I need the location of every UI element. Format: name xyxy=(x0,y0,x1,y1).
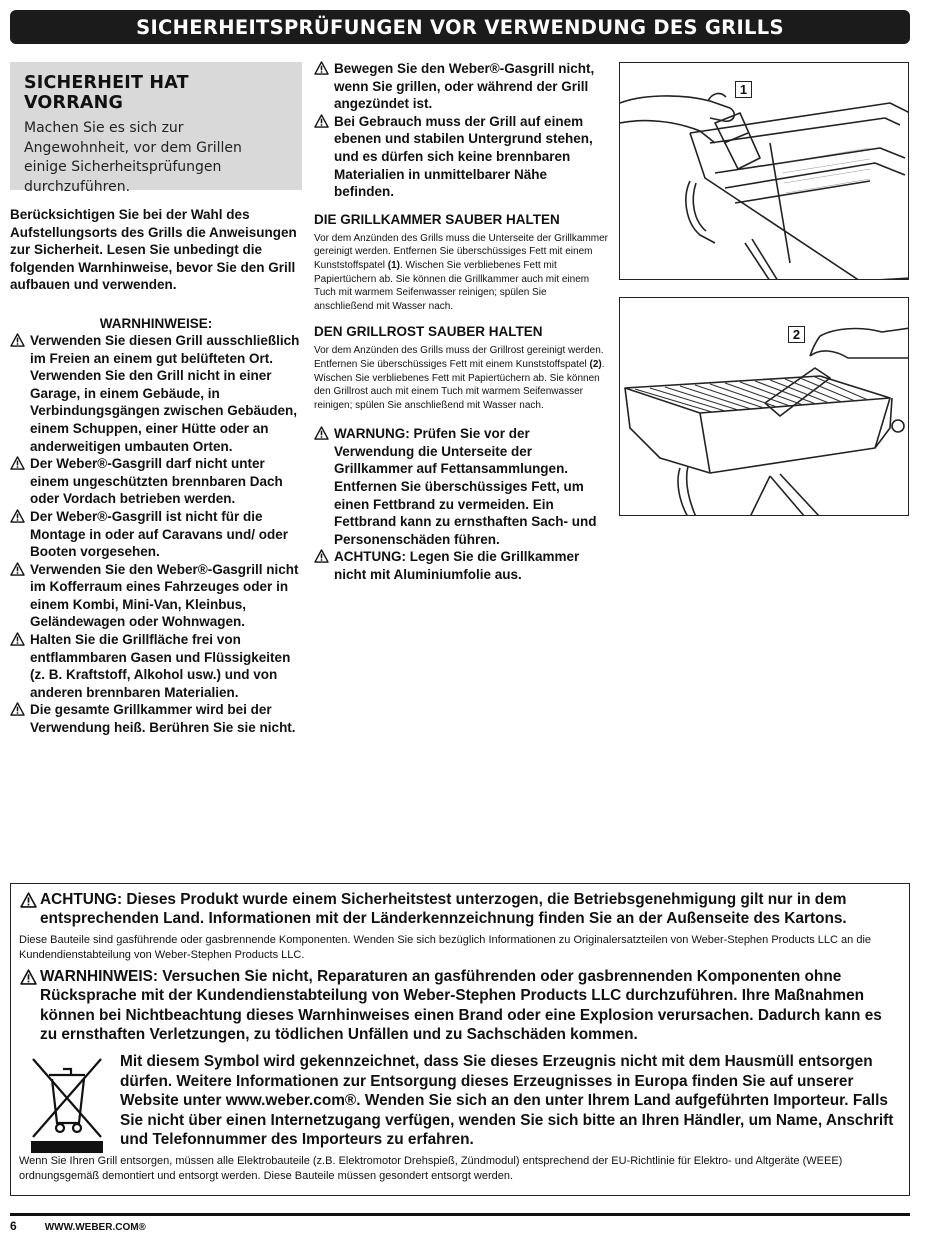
warning-triangle-icon xyxy=(10,333,25,347)
warnings-heading: WARNHINWEISE: xyxy=(99,315,213,331)
figure-number-badge: 2 xyxy=(788,326,805,343)
warning-triangle-icon xyxy=(314,61,329,75)
warning-item: Bewegen Sie den Weber®-Gasgrill nicht, wenn Sie grillen, oder während der Grill angezündet ist. xyxy=(314,60,608,113)
grill-chamber-illustration xyxy=(620,63,909,280)
page-number: 6 xyxy=(10,1219,17,1233)
footer-rule xyxy=(10,1213,910,1216)
warning-triangle-icon xyxy=(10,702,25,716)
warning-item: Bei Gebrauch muss der Grill auf einem ebenen und stabilen Untergrund stehen, und es dürfen sich keine brennbaren Materialien in unmittelbarer Nähe befinden. xyxy=(314,113,608,201)
warning-triangle-icon xyxy=(314,114,329,128)
warning-triangle-icon xyxy=(20,969,37,985)
chamber-section-heading: DIE GRILLKAMMER SAUBER HALTEN xyxy=(314,211,560,227)
safety-box-text: Machen Sie es sich zur Angewohnheit, vor dem Grillen einige Sicherheitsprüfungen durchzuführen. xyxy=(24,120,242,195)
warning-triangle-icon xyxy=(314,426,329,440)
warning-item: Der Weber®-Gasgrill darf nicht unter einem ungeschützten brennbaren Dach oder Vordach betrieben werden. xyxy=(10,455,302,508)
warning-triangle-icon xyxy=(10,509,25,523)
bottom-notice-box xyxy=(10,883,910,1196)
intro-paragraph: Berücksichtigen Sie bei der Wahl des Aufstellungsorts des Grills die Anweisungen zur Sicherheit. Lesen Sie unbedingt die folgenden Warnhinweise, bevor Sie den Grill aufbauen und verwenden. xyxy=(10,207,297,293)
grill-grate-illustration xyxy=(620,298,909,516)
repair-warning: WARNHINWEIS: Versuchen Sie nicht, Reparaturen an gasführenden oder gasbrennenden Komponenten ohne Rücksprache mit der Kundendienstabteilung von Weber-Stephen Products LLC durchzuführen. Ihre Maßnahmen können bei Nichtbeachtung dieses Warnhinweises einen Brand oder eine Explosion verursachen. Dadurch kann es zu ernsthaften Verletzungen, zu tödlichen Unfällen und zu Sachschäden kommen. xyxy=(19,967,901,1045)
crossed-out-bin-icon xyxy=(27,1053,107,1153)
figure-number-badge: 1 xyxy=(735,81,752,98)
page-banner xyxy=(10,10,910,44)
warning-item: Die gesamte Grillkammer wird bei der Verwendung heiß. Berühren Sie sie nicht. xyxy=(10,701,302,736)
warning-triangle-icon xyxy=(10,632,25,646)
safety-box-heading: SICHERHEIT HAT VORRANG xyxy=(24,73,189,113)
disposal-note: Wenn Sie Ihren Grill entsorgen, müssen alle Elektrobauteile (z.B. Elektromotor Drehspieß, Zündmodul) entsprechend der EU-Richtlinie für Elektro- und Altgeräte (WEEE) ordnungsgemäß demontiert und entsorgt werden. Diese Bauteile müssen gesondert entsorgt werden. xyxy=(19,1155,843,1183)
figure-clean-grate xyxy=(619,297,909,516)
chamber-section-text: Vor dem Anzünden des Grills muss die Unterseite der Grillkammer gereinigt werden. Entfernen Sie überschüssiges Fett mit einem Kunststoffspatel (1). Wischen Sie verbliebenes Fett mit Papiertüchern ab. Sie können die Grillkammer auch mit einem Tuch mit warmem Seifenwasser reinigen; spülen Sie anschließend mit Wasser nach. xyxy=(314,232,609,312)
grease-warnings-list xyxy=(314,425,608,583)
warning-item: Halten Sie die Grillfläche frei von entflammbaren Gasen und Flüssigkeiten (z. B. Kraftstoff, Alkohol usw.) und von anderen brennbaren Materialien. xyxy=(10,631,302,701)
warning-item: WARNUNG: Prüfen Sie vor der Verwendung die Unterseite der Grillkammer auf Fettansammlungen. Entfernen Sie überschüssiges Fett, um einen Fettbrand zu vermeiden. Ein Fettbrand kann zu ernsthaften Sach- und Personenschäden führen. xyxy=(314,425,608,548)
figure-clean-chamber xyxy=(619,62,909,280)
caution-notice: ACHTUNG: Dieses Produkt wurde einem Sicherheitstest unterzogen, die Betriebsgenehmigung gilt nur in dem entsprechenden Land. Informationen mit der Länderkennzeichnung finden Sie an der Außenseite des Kartons. xyxy=(19,890,901,929)
column-left xyxy=(10,62,302,737)
warnings-list xyxy=(10,332,302,737)
warning-triangle-icon xyxy=(10,562,25,576)
weee-text: Mit diesem Symbol wird gekennzeichnet, dass Sie dieses Erzeugnis nicht mit dem Hausmüll entsorgen dürfen. Weitere Informationen zur Entsorgung dieses Erzeugnisses in Europa finden Sie auf unserer Website unter www.weber.com®. Wenden Sie sich an den unter Ihrem Land aufgeführten Importeur. Falls Sie nicht über einen Internetzugang verfügen, wenden Sie sich bitte an Ihren Händler, um Name, Anschrift und Telefonnummer des Importeurs zu erfahren. xyxy=(120,1053,894,1149)
column-middle xyxy=(314,60,608,584)
banner-title: SICHERHEITSPRÜFUNGEN VOR VERWENDUNG DES GRILLS xyxy=(136,15,784,39)
warning-item: Verwenden Sie diesen Grill ausschließlich im Freien an einem gut belüfteten Ort. Verwenden Sie den Grill nicht in einer Garage, in einem Gebäude, in Verbindungsgängen zwischen Gebäuden, einem Schuppen, einer Hütte oder an anderweitigen umbauten Orten. xyxy=(10,332,302,455)
page-footer xyxy=(10,1219,146,1233)
footer-website: WWW.WEBER.COM® xyxy=(44,1222,146,1233)
grate-section-heading: DEN GRILLROST SAUBER HALTEN xyxy=(314,324,543,340)
parts-note: Diese Bauteile sind gasführende oder gasbrennende Komponenten. Wenden Sie sich bezüglich Informationen zu Originalersatzteilen von Weber-Stephen Products LLC an die Kundendienstabteilung von Weber-Stephen Products LLC. xyxy=(19,933,872,961)
warning-triangle-icon xyxy=(20,892,37,908)
grate-section-text: Vor dem Anzünden des Grills muss der Grillrost gereinigt werden. Entfernen Sie überschüssiges Fett mit einem Kunststoffspatel (2). Wischen Sie verbliebenes Fett mit Papiertüchern ab. Sie können den Grillrost auch mit einem Tuch mit warmem Seifenwasser reinigen; spülen Sie anschließend mit Wasser nach. xyxy=(314,345,605,411)
warning-item: Verwenden Sie den Weber®-Gasgrill nicht im Kofferraum eines Fahrzeuges oder in einem Kombi, Mini-Van, Kleinbus, Geländewagen oder Wohnwagen. xyxy=(10,561,302,631)
warning-triangle-icon xyxy=(10,456,25,470)
warning-item: Der Weber®-Gasgrill ist nicht für die Montage in oder auf Caravans und/ oder Booten vorgesehen. xyxy=(10,508,302,561)
warning-item: ACHTUNG: Legen Sie die Grillkammer nicht mit Aluminiumfolie aus. xyxy=(314,548,608,583)
move-warnings-list xyxy=(314,60,608,201)
safety-first-box xyxy=(10,62,302,195)
weee-row xyxy=(19,1052,901,1152)
warning-triangle-icon xyxy=(314,549,329,563)
